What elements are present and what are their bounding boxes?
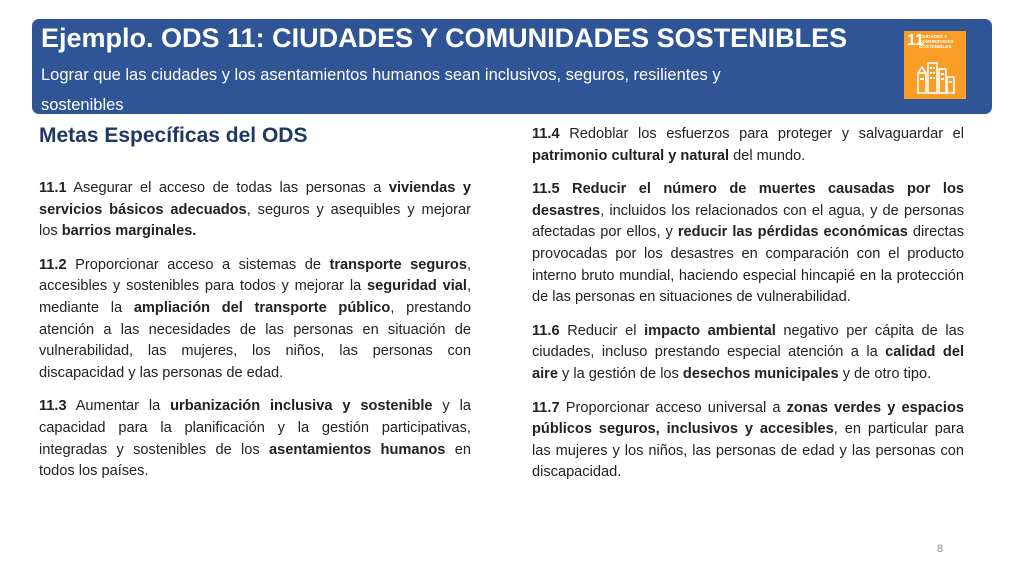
target-11-2: 11.2 Proporcionar acceso a sistemas de transporte seguros, accesibles y sostenibles para todos y mejorar la seguridad vial, mediante la ampliación del transporte público, prestando atención a las necesidades de las personas en situación de vulnerabilidad, las mujeres, los niños, las personas con discapacidad y las personas de edad. xyxy=(39,256,471,381)
logo-text: CIUDADES Y COMUNIDADES SOSTENIBLES xyxy=(919,34,954,50)
target-11-1: 11.1 Asegurar el acceso de todas las personas a viviendas y servicios básicos adecuados, seguros y asequibles y mejorar los barrios marginales. xyxy=(39,180,472,240)
target-11-6: 11.6 Reducir el impacto ambiental negativo per cápita de las ciudades, incluso prestando especial atención a la calidad del aire y la gestión de los desechos municipales y de otro tipo. xyxy=(532,322,964,382)
right-column xyxy=(532,124,964,496)
section-title: Metas Específicas del ODS xyxy=(39,124,308,147)
logo-number: 11 xyxy=(907,32,924,49)
title-bar xyxy=(32,19,992,114)
target-11-3: 11.3 Aumentar la urbanización inclusiva y sostenible y la capacidad para la planificación y la gestión participativas, integradas y sostenibles de los asentamientos humanos en todos los países. xyxy=(39,398,472,480)
slide-title: Ejemplo. ODS 11: CIUDADES Y COMUNIDADES SOSTENIBLES xyxy=(41,23,848,53)
page-number: 8 xyxy=(937,543,944,555)
left-column xyxy=(39,178,471,495)
city-buildings-icon xyxy=(916,57,956,95)
sdg11-logo xyxy=(904,31,966,99)
target-11-4: 11.4 Redoblar los esfuerzos para proteger y salvaguardar el patrimonio cultural y natural del mundo. xyxy=(532,126,964,164)
target-11-7: 11.7 Proporcionar acceso universal a zonas verdes y espacios públicos seguros, inclusivos y accesibles, en particular para las mujeres y los niños, las personas de edad y las personas con discapacidad. xyxy=(532,399,964,481)
slide-subtitle: Lograr que las ciudades y los asentamientos humanos sean inclusivos, seguros, resilientes y sostenibles xyxy=(41,66,721,114)
target-11-5: 11.5 Reducir el número de muertes causadas por los desastres, incluidos los relacionados con el agua, y de personas afectadas por ellos, y reducir las pérdidas económicas directas provocadas por los desastres en comparación con el producto interno bruto mundial, haciendo especial hincapié en la protección de las personas en situaciones de vulnerabilidad. xyxy=(532,181,965,306)
